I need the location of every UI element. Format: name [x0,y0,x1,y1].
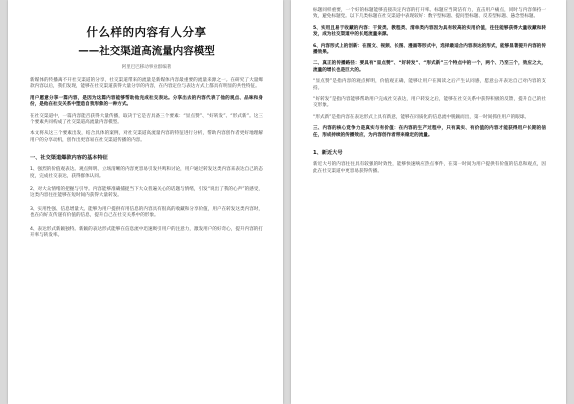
document-title: 什么样的内容有人分享 [86,25,207,39]
body-paragraph: “形式新”是指内容在表达形式上具有新意，能够在同质化的信息流中脱颖而出，第一时间抓住用户的眼球。 [313,114,530,120]
closing-paragraph: 新近大号的内容往往具有较强的时效性，能够快速响应热点事件，在第一时间为用户提供有价值的信息和观点，因此在社交渠道中更容易获得传播。 [313,162,546,174]
intro-paragraph: 本文将从这三个要素出发，结合具体的案例，对社交渠道高流量内容的特征进行分析，帮助内容创作者更好地理解用户的分享动机，创作出更容易在社交渠道传播的内容。 [30,131,263,143]
document-page-left [8,0,283,404]
document-subtitle: ——社交渠道高流量内容模型 [78,45,215,57]
list-item: 3、实用性强、信息增量大。能够为用户提供有用信息的内容具有很高的收藏和分享价值，用户在转发这类内容时，也在向好友传递有价值的信息，提升自己在社交关系中的形象。 [30,206,263,219]
body-paragraph: 标题同样重要，一个好的标题能够直接决定内容的打开率。标题应当简洁有力，直击用户痛点，同时与内容保持一致，避免标题党。以下几类标题在社交渠道中表现较好：数字型标题、提问型标题、反差型标题、悬念型标题。 [313,8,546,20]
intro-paragraph: 用户愿意分享一篇内容，是因为这篇内容能够帮助他完成社交表达。分享出去的内容代表了他的观点、品味和身份，是他在社交关系中塑造自我形象的一种方式。 [30,95,263,108]
list-item: 2、对大众情绪的把握与引导。内容能够准确捕捉当下大众普遍关心的话题与情绪，引发“说出了我的心声”的感受，这类内容往往能够在短时间内获得大量转发。 [30,187,263,199]
document-source: 阿里巴巴移动事业群编著 [121,65,172,70]
section-heading: 1、新近大号 [313,150,343,157]
document-page-right [291,0,566,404]
list-item: 1、强烈的价值观表达。观点鲜明、立场清晰的内容更容易引发共鸣和讨论，用户通过转发这类内容来表达自己的态度，完成社交表达，获得群体认同。 [30,167,263,179]
body-paragraph: 二、真正的传播路径：要具有“显点赞”、“好转发”、“形式新”三个特点中的一个，两个、乃至三个，效应之大，流量的增长也是巨大的。 [313,61,546,73]
list-item: 4、表达形式新颖独特。新颖的表达形式能够在信息流中迅速吸引用户的注意力，激发用户的好奇心，提升内容的打开率与转发率。 [30,226,263,239]
body-paragraph: 三、内容的核心竞争力是真实与有价值：在内容的生产过程中，只有真实、有价值的内容才能获得用户长期的信任，形成持续的传播效应，为内容创作者带来稳定的流量。 [313,126,546,138]
body-paragraph: 5、实用且易于收藏的内容：干货类、教程类、清单类内容因为具有较高的实用价值，往往能够获得大量收藏和转发，成为社交渠道中的长尾流量来源。 [313,25,546,38]
intro-paragraph: 新媒体的传播离不开社交渠道的分享，社交渠道带来的流量是新媒体内容最重要的流量来源之一。在研究了大量爆款内容以后，我们发现，能够在社交渠道获得大量分享的内容，在内容定位与表达方式上都具有明显的共性特征。 [30,78,263,90]
body-paragraph: “好转发”是指内容能够帮助用户完成社交表达，用户转发之后，能够在社交关系中获得积极的反馈，提升自己的社交形象。 [313,97,546,109]
intro-paragraph: 在社交渠道中，一篇内容能否获得大量传播，取决于它是否具备三个要素：“显点赞”、“好转发”、“形式新”。这三个要素共同构成了社交渠道高流量内容模型。 [30,113,263,126]
body-paragraph: 6、内容形式上的创新：在图文、视频、长图、漫画等形式中，选择最适合内容表达的形式，能够显著提升内容的传播效果。 [313,43,546,56]
section-heading: 一、社交渠道爆款内容的基本特征 [30,155,108,162]
body-paragraph: “显点赞”是指内容的观点鲜明，价值观正确，能够让用户在阅读之后产生认同感，愿意公开表达自己对内容的支持。 [313,79,546,91]
